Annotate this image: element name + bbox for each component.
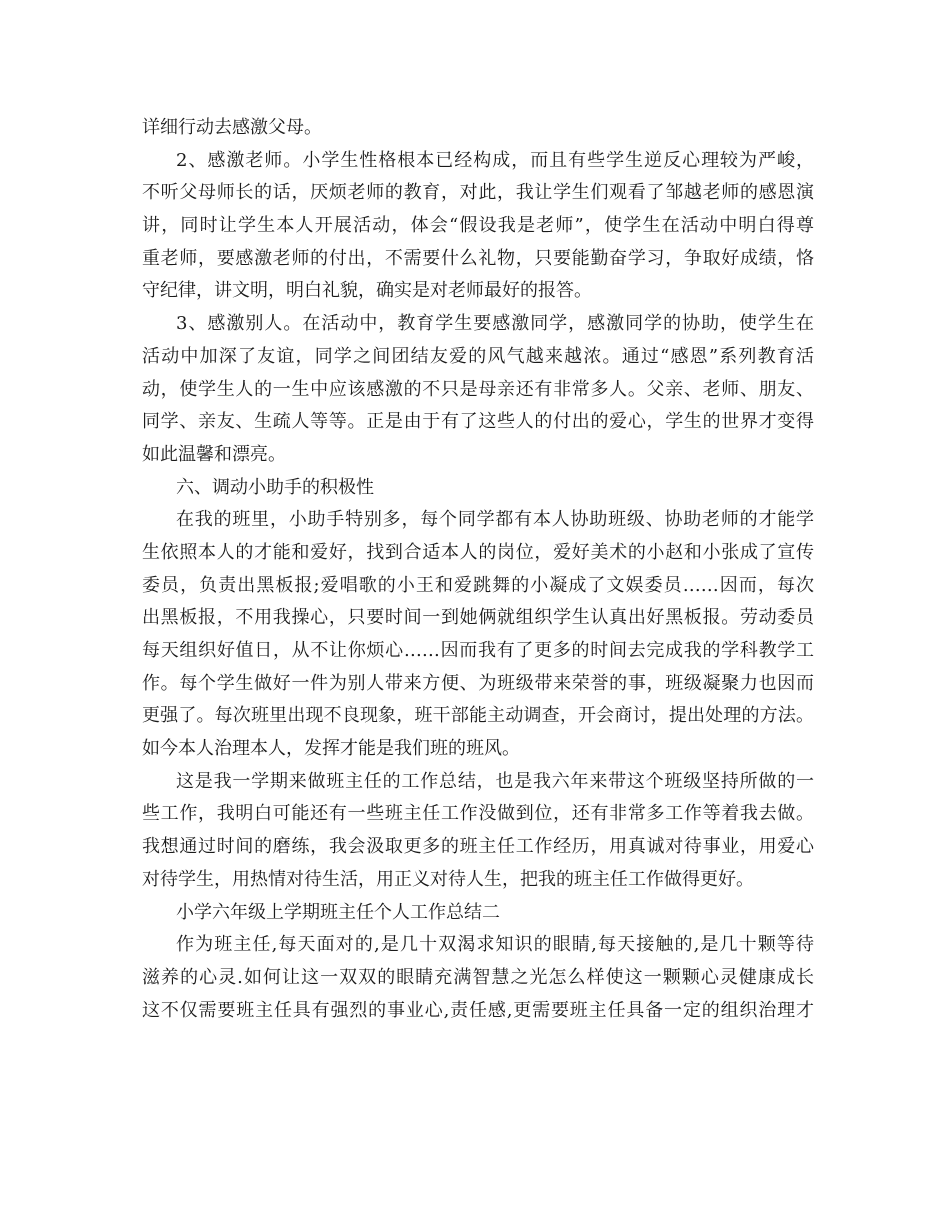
text-line: 2、感激老师。小学生性格根本已经构成，而且有些学生逆反心理较为严峻，: [176, 149, 814, 171]
text-line: 小学六年级上学期班主任个人工作总结二: [176, 901, 500, 923]
text-line: 对待学生，用热情对待生活，用正义对待人生，把我的班主任工作做得更好。: [142, 868, 754, 890]
text-line: 这是我一学期来做班主任的工作总结，也是我六年来带这个班级坚持所做的一: [176, 770, 814, 792]
text-line: 讲，同时让学生本人开展活动，体会“假设我是老师”，使学生在活动中明白得尊: [142, 215, 814, 237]
text-line: 详细行动去感激父母。: [142, 117, 322, 138]
text-line: 守纪律，讲文明，明白礼貌，确实是对老师最好的报答。: [142, 280, 592, 302]
text-line: 如今本人治理本人，发挥才能是我们班的班风。: [142, 738, 520, 760]
text-line: 3、感激别人。在活动中，教育学生要感激同学，感激同学的协助，使学生在: [176, 313, 814, 335]
document-body: [142, 112, 814, 1027]
text-line: 些工作，我明白可能还有一些班主任工作没做到位，还有非常多工作等着我去做。: [142, 803, 814, 825]
text-line: 委员，负责出黑板报;爱唱歌的小王和爱跳舞的小凝成了文娱委员……因而，每次: [142, 574, 814, 596]
text-line: 这不仅需要班主任具有强烈的事业心,责任感,更需要班主任具备一定的组织治理才: [142, 999, 814, 1021]
text-line: 作。每个学生做好一件为别人带来方便、为班级带来荣誉的事，班级凝聚力也因而: [142, 672, 814, 694]
text-line: 每天组织好值日，从不让你烦心……因而我有了更多的时间去完成我的学科教学工: [142, 640, 814, 661]
text-line: 我想通过时间的磨练，我会汲取更多的班主任工作经历，用真诚对待事业，用爱心: [142, 836, 814, 858]
text-line: 如此温馨和漂亮。: [142, 443, 286, 465]
text-line: 重老师，要感激老师的付出，不需要什么礼物，只要能勤奋学习，争取好成绩，恪: [142, 247, 814, 269]
text-line: 生依照本人的才能和爱好，找到合适本人的岗位，爱好美术的小赵和小张成了宣传: [142, 541, 814, 563]
text-line: 同学、亲友、生疏人等等。正是由于有了这些人的付出的爱心，学生的世界才变得: [142, 411, 814, 433]
text-line: 活动中加深了友谊，同学之间团结友爱的风气越来越浓。通过“感恩”系列教育活: [142, 345, 814, 367]
text-line: 六、调动小助手的积极性: [176, 476, 374, 498]
text-line: 不听父母师长的话，厌烦老师的教育，对此，我让学生们观看了邹越老师的感恩演: [142, 182, 814, 204]
text-line: 动，使学生人的一生中应该感激的不只是母亲还有非常多人。父亲、老师、朋友、: [142, 378, 814, 400]
text-line: 出黑板报，不用我操心，只要时间一到她俩就组织学生认真出好黑板报。劳动委员: [142, 607, 814, 629]
text-line: 作为班主任,每天面对的,是几十双渴求知识的眼睛,每天接触的,是几十颗等待: [176, 934, 814, 956]
text-line: 更强了。每次班里出现不良现象，班干部能主动调查，开会商讨，提出处理的方法。: [142, 705, 814, 727]
text-line: 在我的班里，小助手特别多，每个同学都有本人协助班级、协助老师的才能学: [176, 509, 814, 531]
text-line: 滋养的心灵.如何让这一双双的眼睛充满智慧之光怎么样使这一颗颗心灵健康成长: [142, 966, 814, 988]
